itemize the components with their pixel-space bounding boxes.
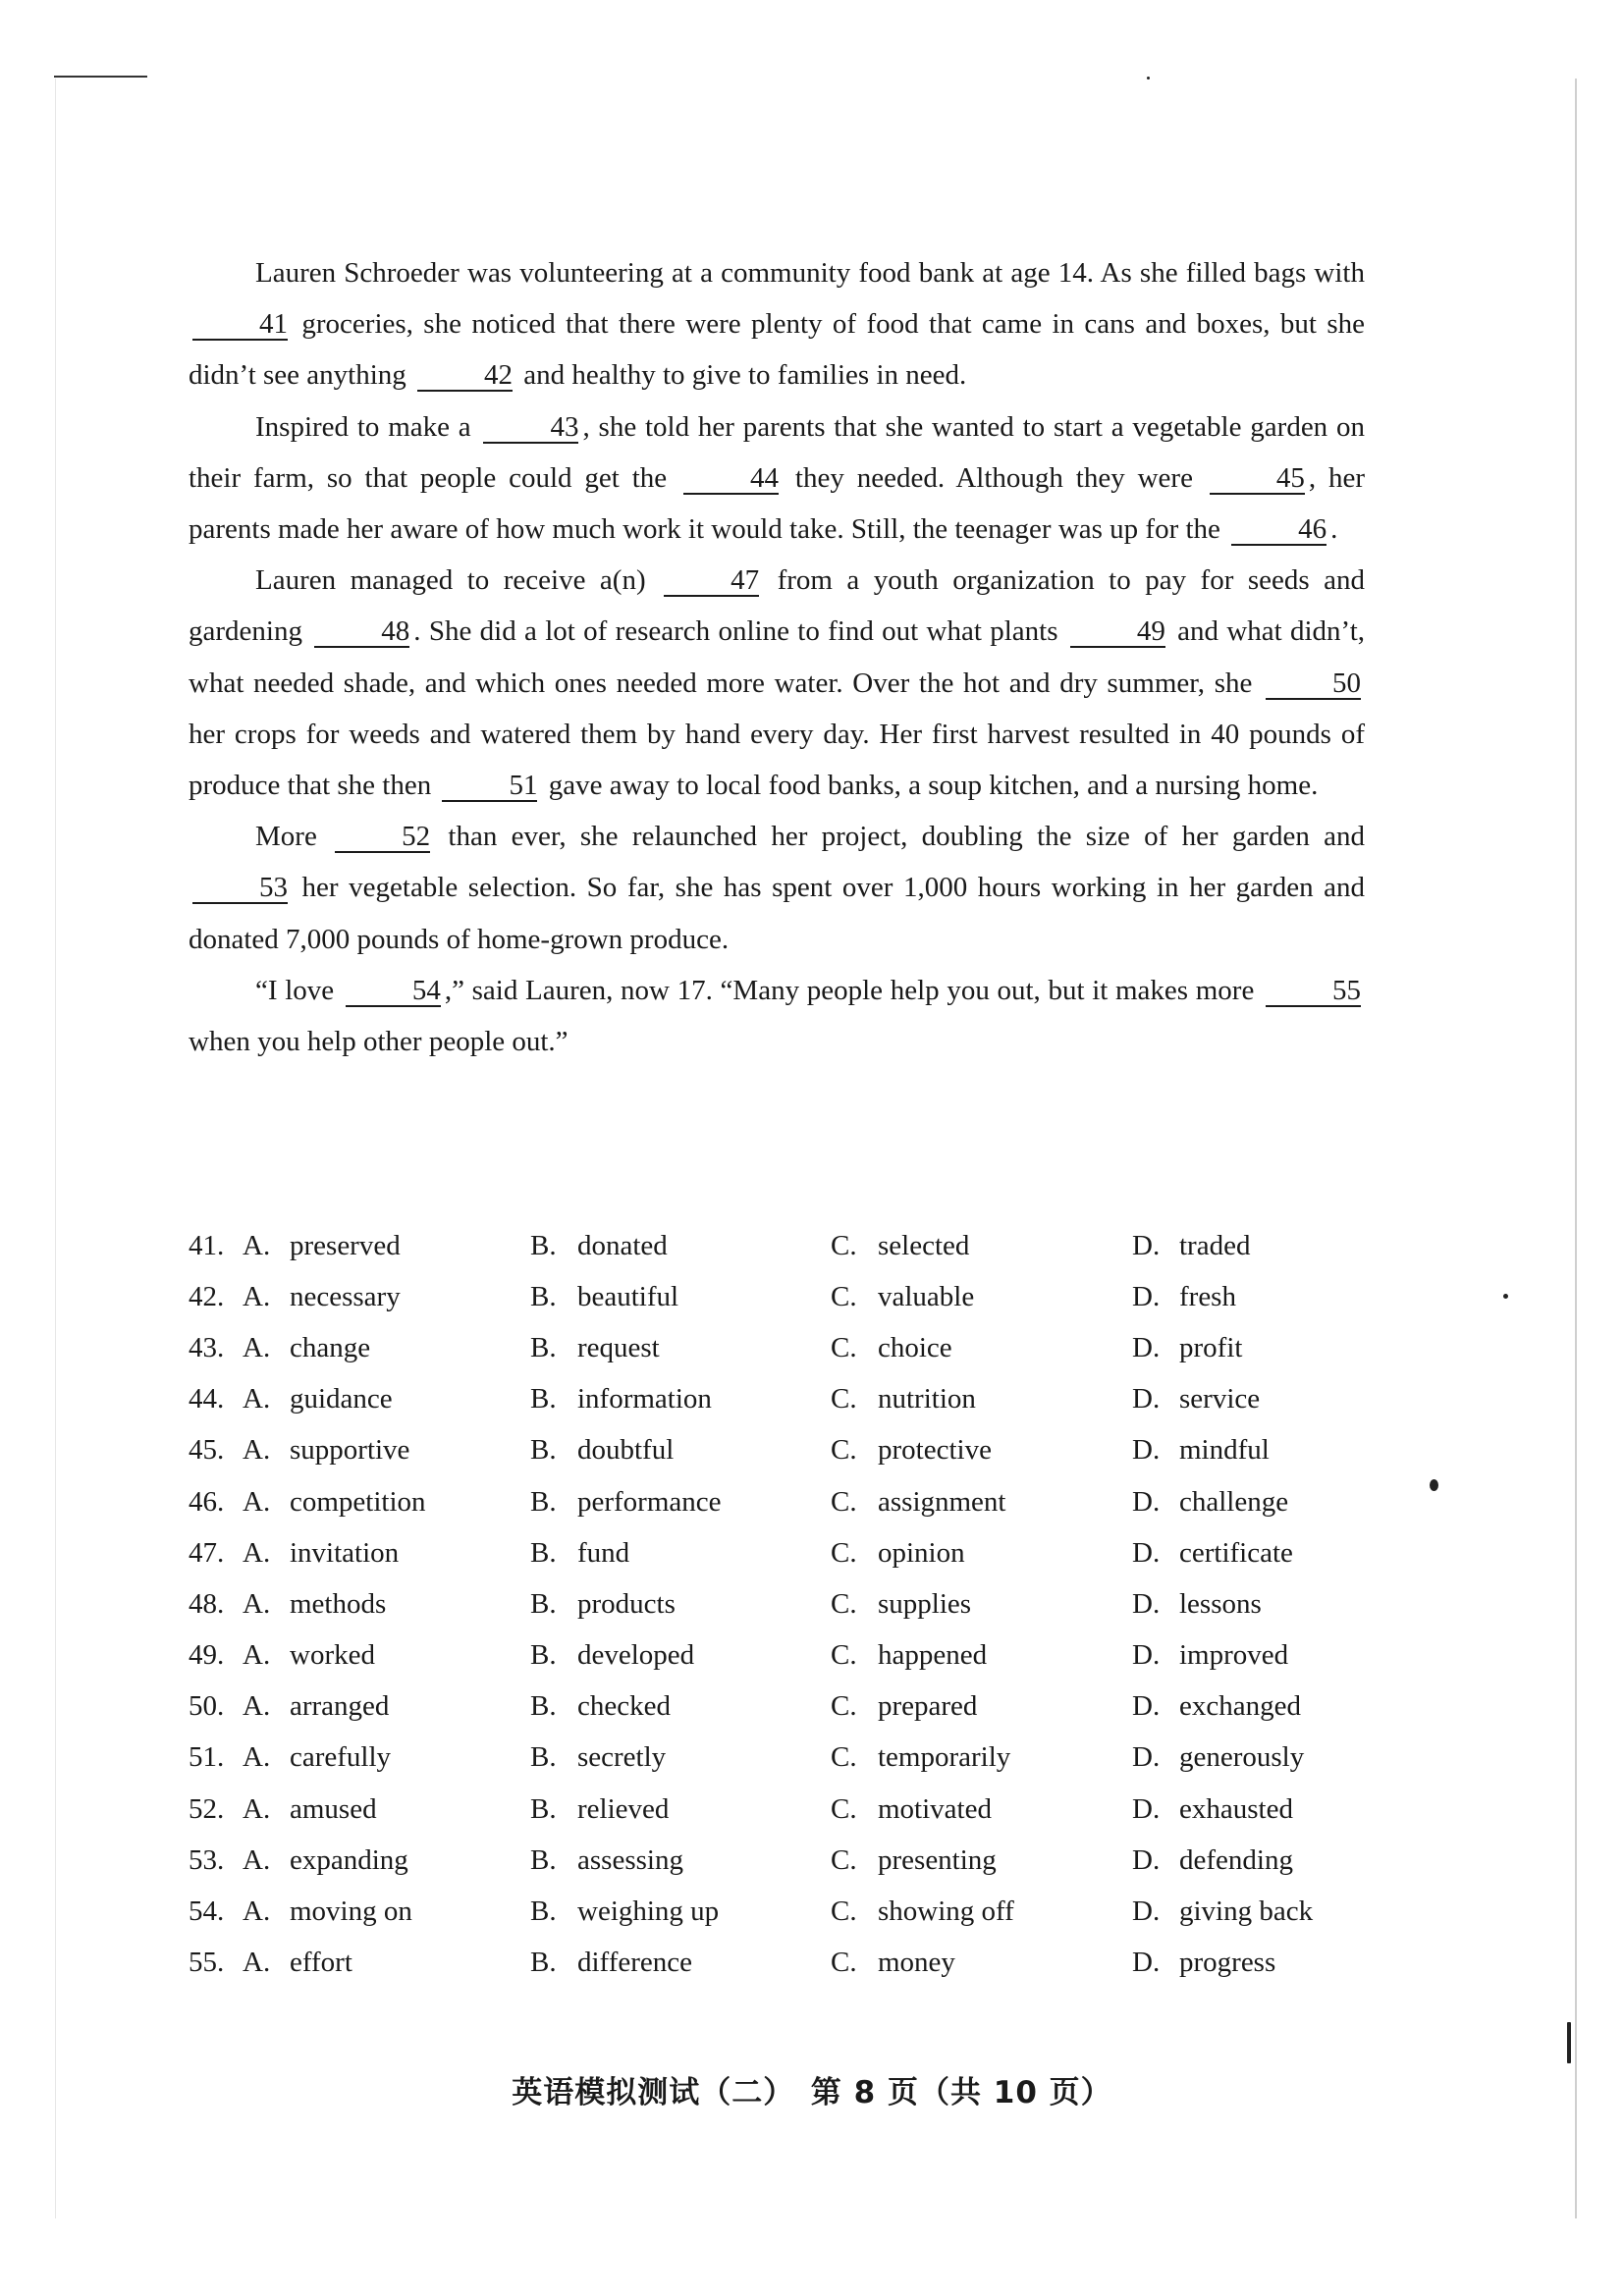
- question-row: [189, 1271, 1377, 1322]
- passage-text: her vegetable selection. So far, she has spent over 1,000 hours working in her garden and donated 7,000 pounds of home-grown produce.: [189, 872, 1365, 955]
- option-letter: C.: [831, 1896, 857, 1928]
- passage-text: Inspired to make a: [255, 410, 480, 443]
- option-c: [831, 1281, 1132, 1313]
- option-b: [530, 1434, 831, 1467]
- option-d: [1132, 1741, 1368, 1774]
- option-letter: A.: [243, 1485, 271, 1518]
- question-number: 50.: [189, 1690, 225, 1723]
- option-b: [530, 1230, 831, 1262]
- option-a: [240, 1230, 530, 1262]
- option-a: [240, 1793, 530, 1826]
- blank-44: 44: [683, 463, 779, 495]
- option-text: generously: [1179, 1741, 1305, 1774]
- option-letter: B.: [530, 1843, 557, 1876]
- option-a: [240, 1383, 530, 1415]
- passage-text: , she told her parents that she wanted to start a vegetable garden on their farm, so that people could get the: [189, 410, 1365, 494]
- passage-paragraph: [189, 965, 1365, 1067]
- option-c: [831, 1896, 1132, 1928]
- option-text: change: [290, 1331, 371, 1363]
- option-b: [530, 1281, 831, 1313]
- option-letter: B.: [530, 1896, 557, 1928]
- option-letter: A.: [243, 1843, 271, 1876]
- option-text: worked: [290, 1639, 375, 1672]
- option-b: [530, 1896, 831, 1928]
- option-text: carefully: [290, 1741, 392, 1774]
- passage-text: groceries, she noticed that there were plenty of food that came in cans and boxes, but she didn’t see anything: [189, 308, 1365, 392]
- option-a: [240, 1281, 530, 1313]
- option-a: [240, 1332, 530, 1364]
- question-row: [189, 1374, 1377, 1425]
- option-d: [1132, 1639, 1368, 1672]
- option-d: [1132, 1383, 1368, 1415]
- passage-text: her crops for weeds and watered them by hand every day. Her first harvest resulted in 40 pounds of produce that she then: [189, 718, 1365, 802]
- option-d: [1132, 1793, 1368, 1826]
- passage-text: .: [1330, 513, 1338, 546]
- option-text: progress: [1179, 1947, 1276, 1979]
- option-letter: C.: [831, 1536, 857, 1569]
- option-letter: D.: [1132, 1947, 1161, 1979]
- option-letter: C.: [831, 1843, 857, 1876]
- option-letter: B.: [530, 1536, 557, 1569]
- question-row: [189, 1733, 1377, 1784]
- option-letter: A.: [243, 1229, 271, 1261]
- scan-speck: [1503, 1294, 1508, 1299]
- passage-text: from a youth organization to pay for seeds and gardening: [189, 564, 1365, 648]
- option-text: choice: [878, 1331, 952, 1363]
- passage-text: they needed. Although they were: [783, 461, 1206, 494]
- option-c: [831, 1947, 1132, 1979]
- option-letter: C.: [831, 1434, 857, 1467]
- option-letter: D.: [1132, 1792, 1161, 1825]
- option-b: [530, 1690, 831, 1723]
- scan-edge-right: [1575, 79, 1577, 2218]
- question-row: [189, 1476, 1377, 1527]
- option-letter: A.: [243, 1947, 271, 1979]
- question-row: [189, 1835, 1377, 1886]
- option-text: beautiful: [577, 1280, 679, 1312]
- option-b: [530, 1844, 831, 1877]
- option-text: supplies: [878, 1587, 972, 1620]
- option-a: [240, 1537, 530, 1570]
- option-letter: C.: [831, 1639, 857, 1672]
- passage-paragraph: [189, 401, 1365, 556]
- option-letter: B.: [530, 1690, 557, 1723]
- option-text: expanding: [290, 1843, 408, 1876]
- option-a: [240, 1741, 530, 1774]
- option-d: [1132, 1537, 1368, 1570]
- option-b: [530, 1332, 831, 1364]
- option-a: [240, 1947, 530, 1979]
- option-text: fund: [577, 1536, 630, 1569]
- option-b: [530, 1486, 831, 1519]
- option-d: [1132, 1690, 1368, 1723]
- passage-text: and healthy to give to families in need.: [516, 359, 967, 392]
- option-c: [831, 1537, 1132, 1570]
- option-text: arranged: [290, 1690, 390, 1723]
- option-text: exhausted: [1179, 1792, 1293, 1825]
- option-letter: C.: [831, 1383, 857, 1415]
- option-text: mindful: [1179, 1434, 1270, 1467]
- option-d: [1132, 1844, 1368, 1877]
- option-letter: B.: [530, 1587, 557, 1620]
- question-number: 54.: [189, 1896, 225, 1928]
- option-letter: D.: [1132, 1229, 1161, 1261]
- option-text: request: [577, 1331, 660, 1363]
- option-text: lessons: [1179, 1587, 1262, 1620]
- question-number: 41.: [189, 1229, 225, 1261]
- option-letter: D.: [1132, 1639, 1161, 1672]
- option-a: [240, 1434, 530, 1467]
- option-c: [831, 1588, 1132, 1621]
- option-c: [831, 1230, 1132, 1262]
- option-letter: B.: [530, 1280, 557, 1312]
- option-b: [530, 1947, 831, 1979]
- option-letter: C.: [831, 1280, 857, 1312]
- option-letter: B.: [530, 1229, 557, 1261]
- option-text: necessary: [290, 1280, 401, 1312]
- option-text: protective: [878, 1434, 992, 1467]
- question-number: 43.: [189, 1331, 225, 1363]
- option-b: [530, 1588, 831, 1621]
- option-text: fresh: [1179, 1280, 1236, 1312]
- option-d: [1132, 1434, 1368, 1467]
- passage-text: , her parents made her aware of how much work it would take. Still, the teenager was up for the: [189, 461, 1366, 546]
- option-c: [831, 1844, 1132, 1877]
- question-number: 55.: [189, 1947, 225, 1979]
- option-letter: B.: [530, 1741, 557, 1774]
- option-letter: D.: [1132, 1536, 1161, 1569]
- option-d: [1132, 1947, 1368, 1979]
- option-text: products: [577, 1587, 676, 1620]
- option-letter: A.: [243, 1434, 271, 1467]
- option-c: [831, 1639, 1132, 1672]
- option-text: improved: [1179, 1639, 1289, 1672]
- option-letter: D.: [1132, 1896, 1161, 1928]
- option-a: [240, 1690, 530, 1723]
- option-letter: B.: [530, 1434, 557, 1467]
- option-text: valuable: [878, 1280, 975, 1312]
- option-letter: D.: [1132, 1587, 1161, 1620]
- blank-41: 41: [192, 309, 288, 341]
- question-row: [189, 1220, 1377, 1271]
- option-letter: D.: [1132, 1280, 1161, 1312]
- option-text: amused: [290, 1792, 377, 1825]
- option-c: [831, 1486, 1132, 1519]
- passage-text: than ever, she relaunched her project, doubling the size of her garden and: [434, 821, 1365, 853]
- option-text: supportive: [290, 1434, 410, 1467]
- blank-51: 51: [442, 771, 537, 802]
- question-number: 46.: [189, 1485, 225, 1518]
- option-letter: C.: [831, 1792, 857, 1825]
- scan-speck: [1430, 1479, 1438, 1491]
- option-text: methods: [290, 1587, 387, 1620]
- scan-speck: [1147, 77, 1150, 80]
- option-text: developed: [577, 1639, 695, 1672]
- option-text: preserved: [290, 1229, 401, 1261]
- option-c: [831, 1793, 1132, 1826]
- option-letter: A.: [243, 1331, 271, 1363]
- option-b: [530, 1639, 831, 1672]
- question-number: 51.: [189, 1741, 225, 1774]
- option-a: [240, 1486, 530, 1519]
- option-d: [1132, 1230, 1368, 1262]
- cloze-passage: [189, 247, 1365, 1067]
- question-row: [189, 1527, 1377, 1578]
- option-text: checked: [577, 1690, 671, 1723]
- question-row: [189, 1322, 1377, 1373]
- passage-text: “I love: [255, 974, 342, 1006]
- blank-53: 53: [192, 873, 288, 904]
- blank-45: 45: [1210, 463, 1305, 495]
- scan-border-line: [54, 76, 147, 78]
- option-text: effort: [290, 1947, 352, 1979]
- question-number: 45.: [189, 1434, 225, 1467]
- option-a: [240, 1588, 530, 1621]
- blank-50: 50: [1266, 668, 1361, 700]
- option-letter: B.: [530, 1639, 557, 1672]
- option-b: [530, 1537, 831, 1570]
- option-text: assignment: [878, 1485, 1006, 1518]
- question-number: 52.: [189, 1792, 225, 1825]
- option-letter: B.: [530, 1331, 557, 1363]
- option-text: information: [577, 1383, 712, 1415]
- option-text: opinion: [878, 1536, 965, 1569]
- option-text: defending: [1179, 1843, 1293, 1876]
- option-d: [1132, 1486, 1368, 1519]
- option-a: [240, 1844, 530, 1877]
- option-letter: D.: [1132, 1383, 1161, 1415]
- passage-text: . She did a lot of research online to find out what plants: [413, 615, 1066, 648]
- option-d: [1132, 1332, 1368, 1364]
- option-text: service: [1179, 1383, 1261, 1415]
- option-text: temporarily: [878, 1741, 1011, 1774]
- option-text: performance: [577, 1485, 722, 1518]
- option-letter: A.: [243, 1792, 271, 1825]
- blank-55: 55: [1266, 976, 1361, 1007]
- option-text: doubtful: [577, 1434, 675, 1467]
- option-text: weighing up: [577, 1896, 720, 1928]
- blank-48: 48: [314, 616, 409, 648]
- option-text: challenge: [1179, 1485, 1289, 1518]
- question-row: [189, 1425, 1377, 1476]
- question-row: [189, 1578, 1377, 1629]
- option-d: [1132, 1281, 1368, 1313]
- scan-speck: [1567, 2022, 1571, 2063]
- option-text: exchanged: [1179, 1690, 1301, 1723]
- blank-49: 49: [1070, 616, 1165, 648]
- passage-paragraph: [189, 555, 1365, 811]
- blank-42: 42: [417, 360, 513, 392]
- blank-52: 52: [335, 822, 430, 853]
- option-letter: C.: [831, 1331, 857, 1363]
- option-letter: C.: [831, 1741, 857, 1774]
- option-text: competition: [290, 1485, 426, 1518]
- option-text: happened: [878, 1639, 988, 1672]
- option-text: presenting: [878, 1843, 997, 1876]
- option-text: showing off: [878, 1896, 1014, 1928]
- passage-text: Lauren managed to receive a(n): [255, 564, 661, 597]
- passage-paragraph: [189, 811, 1365, 965]
- option-text: invitation: [290, 1536, 400, 1569]
- option-letter: C.: [831, 1947, 857, 1979]
- option-text: difference: [577, 1947, 692, 1979]
- option-text: traded: [1179, 1229, 1251, 1261]
- option-b: [530, 1741, 831, 1774]
- option-letter: D.: [1132, 1690, 1161, 1723]
- option-c: [831, 1741, 1132, 1774]
- blank-47: 47: [664, 565, 759, 597]
- option-letter: A.: [243, 1280, 271, 1312]
- option-letter: D.: [1132, 1331, 1161, 1363]
- passage-text: ,” said Lauren, now 17. “Many people help you out, but it makes more: [444, 974, 1262, 1006]
- question-number: 53.: [189, 1843, 225, 1876]
- option-text: nutrition: [878, 1383, 976, 1415]
- question-number: 47.: [189, 1536, 225, 1569]
- option-text: profit: [1179, 1331, 1243, 1363]
- option-text: moving on: [290, 1896, 412, 1928]
- passage-text: Lauren Schroeder was volunteering at a community food bank at age 14. As she filled bags with: [255, 257, 1365, 289]
- option-letter: C.: [831, 1690, 857, 1723]
- option-letter: A.: [243, 1383, 271, 1415]
- passage-text: gave away to local food banks, a soup kitchen, and a nursing home.: [541, 770, 1319, 802]
- option-letter: A.: [243, 1639, 271, 1672]
- option-letter: A.: [243, 1896, 271, 1928]
- option-b: [530, 1793, 831, 1826]
- option-b: [530, 1383, 831, 1415]
- question-number: 42.: [189, 1280, 225, 1312]
- question-number: 48.: [189, 1587, 225, 1620]
- option-letter: B.: [530, 1947, 557, 1979]
- question-row: [189, 1682, 1377, 1733]
- option-text: giving back: [1179, 1896, 1314, 1928]
- question-number: 49.: [189, 1639, 225, 1672]
- option-text: certificate: [1179, 1536, 1293, 1569]
- option-text: secretly: [577, 1741, 667, 1774]
- passage-text: when you help other people out.”: [189, 1026, 568, 1058]
- option-letter: B.: [530, 1792, 557, 1825]
- answer-options: [189, 1220, 1377, 1989]
- option-letter: B.: [530, 1383, 557, 1415]
- scan-edge-left: [55, 79, 56, 2218]
- option-a: [240, 1639, 530, 1672]
- option-text: motivated: [878, 1792, 992, 1825]
- option-text: guidance: [290, 1383, 393, 1415]
- question-row: [189, 1784, 1377, 1835]
- question-number: 44.: [189, 1383, 225, 1415]
- page-footer: 英语模拟测试（二） 第 8 页（共 10 页）: [512, 2075, 1112, 2110]
- option-letter: C.: [831, 1229, 857, 1261]
- option-letter: C.: [831, 1587, 857, 1620]
- option-d: [1132, 1896, 1368, 1928]
- option-letter: C.: [831, 1485, 857, 1518]
- option-letter: A.: [243, 1690, 271, 1723]
- option-letter: A.: [243, 1587, 271, 1620]
- passage-paragraph: [189, 247, 1365, 401]
- option-text: selected: [878, 1229, 970, 1261]
- question-row: [189, 1630, 1377, 1682]
- option-c: [831, 1383, 1132, 1415]
- option-text: assessing: [577, 1843, 683, 1876]
- option-a: [240, 1896, 530, 1928]
- option-c: [831, 1332, 1132, 1364]
- question-row: [189, 1938, 1377, 1989]
- passage-text: and what didn’t, what needed shade, and which ones needed more water. Over the hot and dry summer, she: [189, 615, 1366, 699]
- option-letter: B.: [530, 1485, 557, 1518]
- option-text: prepared: [878, 1690, 978, 1723]
- blank-46: 46: [1231, 514, 1326, 546]
- option-letter: A.: [243, 1741, 271, 1774]
- blank-54: 54: [346, 976, 441, 1007]
- question-row: [189, 1886, 1377, 1937]
- option-letter: D.: [1132, 1843, 1161, 1876]
- blank-43: 43: [483, 412, 578, 444]
- option-d: [1132, 1588, 1368, 1621]
- option-letter: D.: [1132, 1434, 1161, 1467]
- option-text: money: [878, 1947, 955, 1979]
- passage-text: More: [255, 821, 332, 853]
- option-text: relieved: [577, 1792, 670, 1825]
- option-letter: D.: [1132, 1741, 1161, 1774]
- option-c: [831, 1434, 1132, 1467]
- option-letter: D.: [1132, 1485, 1161, 1518]
- option-text: donated: [577, 1229, 668, 1261]
- option-c: [831, 1690, 1132, 1723]
- option-letter: A.: [243, 1536, 271, 1569]
